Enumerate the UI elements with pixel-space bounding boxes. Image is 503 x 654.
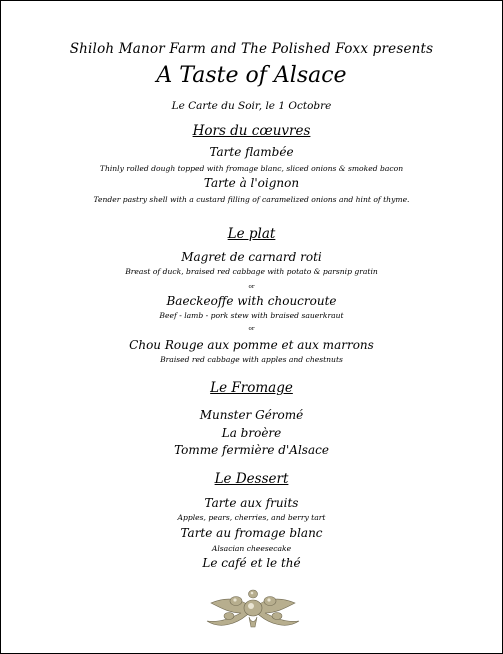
fromage-heading: Le Fromage xyxy=(210,380,293,396)
plat-desc-1: Breast of duck, braised red cabbage with potato & parsnip gratin xyxy=(125,267,378,276)
fromage-item-3: Tomme fermière d'Alsace xyxy=(174,443,329,457)
hors-dish-1: Tarte flambée xyxy=(209,145,294,159)
dessert-heading: Le Dessert xyxy=(214,471,289,487)
dessert-dish-1: Tarte aux fruits xyxy=(204,496,299,510)
hors-desc-2: Tender pastry shell with a custard filling of caramelized onions and hint of thyme. xyxy=(93,195,410,204)
fromage-item-1: Munster Géromé xyxy=(199,408,304,422)
dessert-desc-1: Apples, pears, cherries, and berry tart xyxy=(177,513,326,522)
plat-heading: Le plat xyxy=(227,226,276,242)
plat-or-2: or xyxy=(248,326,255,332)
presenter-line: Shiloh Manor Farm and The Polished Foxx presents xyxy=(69,41,434,57)
plat-or-1: or xyxy=(248,284,255,290)
hors-heading: Hors du cœuvres xyxy=(192,123,311,139)
plat-dish-2: Baeckeoffe with choucroute xyxy=(166,294,337,308)
plat-dish-1: Magret de carnard roti xyxy=(181,250,322,264)
plat-dish-3: Chou Rouge aux pomme et aux marrons xyxy=(129,338,374,352)
menu-title: A Taste of Alsace xyxy=(156,63,347,88)
dessert-dish-2: Tarte au fromage blanc xyxy=(180,526,323,540)
hors-desc-1: Thinly rolled dough topped with fromage blanc, sliced onions & smoked bacon xyxy=(99,164,404,173)
hors-dish-2: Tarte à l'oignon xyxy=(203,176,300,190)
floral-ornament-icon xyxy=(189,583,317,633)
menu-subtitle: Le Carte du Soir, le 1 Octobre xyxy=(171,100,332,112)
fromage-item-2: La broère xyxy=(221,426,282,440)
dessert-desc-2: Alsacian cheesecake xyxy=(211,544,292,553)
plat-desc-3: Braised red cabbage with apples and chestnuts xyxy=(160,355,343,364)
dessert-dish-3: Le café et le thé xyxy=(202,556,301,570)
plat-desc-2: Beef - lamb - pork stew with braised sauerkraut xyxy=(159,311,344,320)
